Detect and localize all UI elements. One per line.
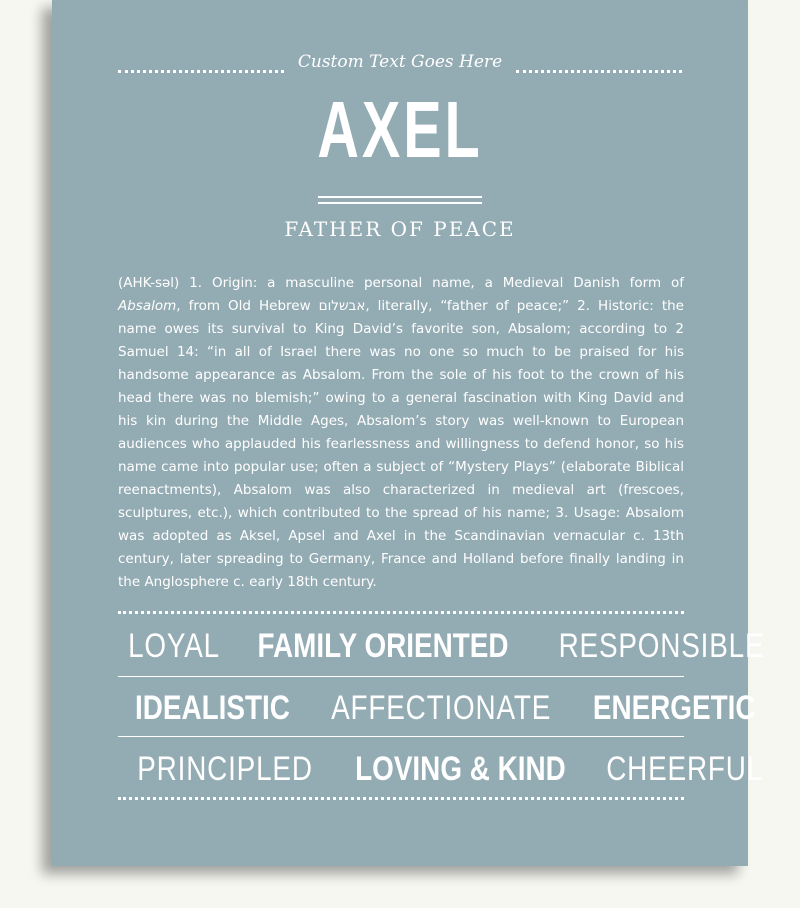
- trait: IDEALISTIC: [135, 689, 290, 727]
- name-poster: [52, 0, 765, 866]
- trait: LOVING & KIND: [355, 750, 566, 788]
- pronunciation: (AHK-səl): [118, 275, 180, 291]
- trait: CHEERFUL: [606, 750, 764, 788]
- custom-text: Custom Text Goes Here: [297, 52, 503, 72]
- trait-row-3: [118, 745, 764, 793]
- trait: RESPONSIBLE: [558, 627, 765, 665]
- trait: LOYAL: [128, 627, 221, 665]
- trait-row-1: [118, 622, 765, 670]
- trait-row-2: [118, 684, 756, 732]
- trait: AFFECTIONATE: [331, 689, 552, 727]
- name-title: AXEL: [317, 85, 483, 174]
- dotted-divider-right: [516, 70, 682, 73]
- trait: PRINCIPLED: [137, 750, 313, 788]
- dotted-divider-traits-top: [118, 611, 684, 614]
- trait: FAMILY ORIENTED: [257, 627, 509, 665]
- dotted-divider-traits-bottom: [118, 797, 684, 800]
- definition-part-1: 1. Origin: a masculine personal name, a Medieval Danish form of: [179, 275, 684, 291]
- trait-row-rule: [118, 676, 684, 677]
- trait-row-rule: [118, 736, 684, 737]
- name-definition: [118, 272, 684, 594]
- title-rule-top: [318, 196, 482, 198]
- definition-part-2: , from Old Hebrew אבשלום, literally, “father of peace;” 2. Historic: the name owes its survival to King David’s favorite son, Absalom; according to 2 Samuel 14: “in all of Israel there was no one so much to be praised for his handsome appearance as Absalom. From the sole of his foot to the crown of his head there was no blemish;” owing to a general fascination with King David and his kin during the Middle Ages, Absalom’s story was well-known to European audiences who applauded his fearlessness and willingness to defend honor, so his name came into popular use; often a subject of “Mystery Plays” (elaborate Biblical reenactments), Absalom was also characterized in medieval art (frescoes, sculptures, etc.), which contributed to the spread of his name; 3. Usage: Absalom was adopted as Aksel, Apsel and Axel in the Scandinavian vernacular c. 13th century, later spreading to Germany, France and Holland before finally landing in the Anglosphere c. early 18th century.: [118, 298, 684, 590]
- definition-italic-word: Absalom: [118, 298, 177, 314]
- name-meaning: FATHER OF PEACE: [284, 217, 516, 241]
- title-rule-bottom: [318, 202, 482, 204]
- trait: ENERGETIC: [593, 689, 756, 727]
